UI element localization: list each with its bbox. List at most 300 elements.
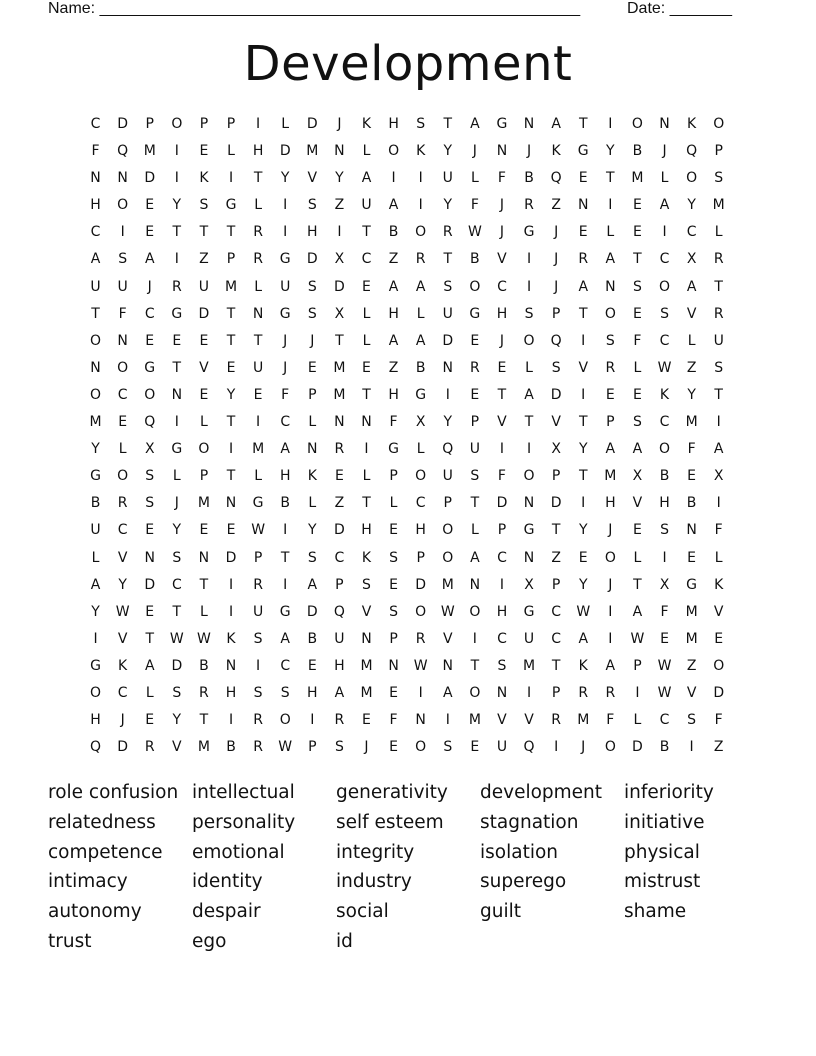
- grid-letter: B: [524, 170, 534, 187]
- grid-row: [82, 520, 742, 547]
- grid-letter: K: [361, 549, 372, 566]
- grid-letter: I: [716, 495, 721, 512]
- grid-letter: T: [714, 278, 723, 295]
- grid-letter: N: [252, 305, 264, 322]
- grid-letter: M: [631, 170, 644, 187]
- grid-letter: W: [440, 603, 455, 620]
- word-bank-item: physical: [624, 841, 700, 863]
- grid-letter: E: [578, 170, 588, 187]
- grid-letter: A: [578, 278, 589, 295]
- grid-letter: A: [388, 197, 399, 214]
- grid-letter: A: [551, 116, 561, 132]
- grid-letter: F: [470, 197, 479, 214]
- grid-letter: H: [307, 684, 318, 701]
- grid-letter: H: [90, 197, 101, 214]
- grid-letter: Y: [118, 576, 127, 593]
- grid-letter: D: [306, 116, 318, 132]
- grid-letter: I: [174, 414, 179, 431]
- grid-letter: J: [554, 278, 559, 295]
- grid-letter: B: [659, 739, 670, 756]
- grid-letter: N: [225, 657, 237, 674]
- grid-letter: W: [576, 603, 591, 620]
- grid-row: [82, 710, 742, 737]
- grid-letter: I: [310, 712, 315, 729]
- grid-letter: N: [388, 657, 399, 674]
- grid-letter: F: [687, 441, 696, 458]
- grid-letter: M: [333, 359, 346, 376]
- grid-letter: T: [172, 359, 182, 376]
- grid-letter: C: [117, 386, 128, 403]
- word-bank-item: integrity: [336, 841, 415, 863]
- grid-letter: N: [523, 495, 535, 512]
- grid-letter: S: [199, 197, 209, 214]
- grid-letter: T: [253, 332, 263, 349]
- grid-letter: G: [388, 441, 399, 458]
- grid-letter: L: [200, 414, 208, 431]
- grid-letter: I: [635, 684, 640, 701]
- grid-letter: K: [307, 468, 317, 485]
- grid-letter: Y: [91, 603, 100, 620]
- grid-letter: O: [442, 549, 454, 566]
- grid-letter: L: [416, 441, 425, 458]
- word-bank-item: industry: [336, 871, 412, 893]
- grid-letter: K: [687, 116, 697, 132]
- word-bank-item: autonomy: [48, 901, 142, 923]
- grid-letter: W: [278, 739, 293, 756]
- grid-letter: D: [171, 657, 183, 674]
- grid-letter: J: [499, 224, 505, 241]
- grid-letter: I: [283, 522, 288, 539]
- grid-letter: Z: [551, 197, 561, 214]
- grid-letter: V: [307, 170, 318, 187]
- grid-letter: N: [90, 170, 101, 187]
- grid-letter: S: [416, 116, 426, 132]
- grid-letter: L: [281, 116, 290, 132]
- grid-letter: M: [333, 386, 346, 403]
- grid-letter: W: [251, 522, 266, 539]
- grid-letter: Z: [334, 197, 345, 214]
- grid-letter: A: [578, 630, 589, 647]
- grid-letter: M: [523, 657, 536, 674]
- grid-letter: L: [362, 468, 371, 485]
- grid-letter: E: [470, 739, 480, 756]
- grid-letter: B: [280, 495, 290, 512]
- grid-letter: G: [523, 224, 535, 241]
- grid-letter: J: [499, 197, 505, 214]
- grid-letter: T: [226, 332, 236, 349]
- grid-letter: O: [469, 684, 481, 701]
- grid-letter: H: [605, 495, 616, 512]
- grid-letter: E: [362, 712, 371, 729]
- grid-letter: T: [199, 712, 209, 729]
- grid-letter: V: [578, 359, 589, 376]
- grid-letter: I: [608, 116, 613, 132]
- grid-letter: I: [499, 441, 505, 458]
- grid-letter: A: [470, 116, 480, 132]
- name-field-label: Name: ______________________________________________________: [48, 0, 581, 17]
- grid-letter: S: [551, 359, 561, 376]
- grid-letter: L: [308, 495, 317, 512]
- grid-letter: N: [605, 278, 616, 295]
- grid-letter: V: [117, 549, 128, 566]
- grid-letter: O: [90, 386, 102, 403]
- grid-letter: J: [337, 116, 342, 132]
- grid-letter: J: [526, 143, 532, 160]
- grid-letter: Q: [550, 170, 562, 187]
- grid-letter: S: [307, 197, 317, 214]
- grid-letter: G: [279, 305, 291, 322]
- grid-letter: J: [364, 739, 369, 756]
- grid-letter: Y: [91, 441, 100, 458]
- grid-letter: M: [224, 278, 238, 295]
- grid-letter: U: [198, 278, 210, 295]
- grid-letter: J: [608, 522, 613, 539]
- grid-letter: L: [118, 441, 127, 458]
- grid-letter: M: [143, 143, 156, 160]
- grid-letter: T: [362, 224, 371, 241]
- grid-letter: E: [632, 386, 642, 403]
- grid-letter: I: [283, 197, 288, 214]
- grid-letter: O: [659, 441, 671, 458]
- grid-letter: I: [581, 495, 586, 512]
- grid-letter: U: [117, 278, 128, 295]
- grid-letter: L: [525, 359, 533, 376]
- grid-letter: O: [523, 332, 535, 349]
- grid-letter: G: [523, 522, 535, 539]
- grid-letter: T: [226, 224, 236, 241]
- grid-letter: G: [686, 576, 698, 593]
- grid-letter: Z: [713, 739, 724, 756]
- grid-letter: N: [496, 143, 508, 160]
- grid-row: [82, 168, 742, 195]
- grid-letter: Q: [333, 603, 345, 620]
- grid-letter: T: [226, 305, 236, 322]
- grid-letter: O: [171, 116, 183, 132]
- grid-letter: Y: [687, 386, 696, 403]
- grid-row: [82, 466, 742, 493]
- grid-row: [82, 602, 742, 629]
- grid-letter: T: [362, 386, 371, 403]
- grid-letter: N: [334, 414, 345, 431]
- grid-letter: T: [578, 414, 588, 431]
- grid-letter: W: [467, 224, 482, 241]
- grid-letter: E: [389, 684, 398, 701]
- grid-letter: R: [605, 359, 616, 376]
- grid-letter: S: [334, 739, 344, 756]
- grid-letter: R: [713, 305, 724, 322]
- grid-letter: W: [657, 684, 672, 701]
- grid-letter: S: [497, 657, 507, 674]
- grid-letter: P: [470, 414, 480, 431]
- grid-letter: J: [283, 332, 288, 349]
- grid-letter: I: [445, 386, 450, 403]
- grid-letter: V: [361, 603, 372, 620]
- grid-letter: M: [577, 712, 590, 729]
- grid-letter: I: [174, 143, 179, 160]
- grid-letter: P: [199, 116, 209, 132]
- word-bank-item: generativity: [336, 782, 448, 803]
- grid-letter: O: [90, 332, 102, 349]
- word-bank-item: id: [336, 930, 353, 952]
- grid-letter: T: [470, 495, 480, 512]
- grid-letter: O: [659, 278, 671, 295]
- grid-letter: E: [145, 224, 155, 241]
- grid-letter: N: [686, 522, 697, 539]
- grid-letter: Y: [308, 522, 317, 539]
- grid-letter: L: [606, 224, 615, 241]
- grid-letter: I: [608, 197, 613, 214]
- grid-letter: E: [578, 224, 588, 241]
- grid-letter: E: [389, 522, 398, 539]
- grid-letter: G: [577, 143, 589, 160]
- grid-letter: N: [117, 170, 128, 187]
- grid-letter: E: [389, 739, 398, 756]
- grid-letter: E: [253, 386, 263, 403]
- word-bank-item: initiative: [624, 811, 705, 833]
- grid-letter: N: [144, 549, 155, 566]
- grid-letter: S: [362, 576, 371, 593]
- grid-letter: Z: [388, 251, 399, 268]
- grid-letter: E: [334, 468, 344, 485]
- grid-letter: L: [416, 305, 425, 322]
- grid-letter: I: [391, 170, 396, 187]
- grid-letter: A: [280, 630, 290, 647]
- grid-letter: F: [497, 170, 506, 187]
- grid-letter: A: [605, 441, 616, 458]
- grid-letter: Q: [90, 739, 102, 756]
- grid-letter: Y: [443, 414, 453, 431]
- grid-letter: I: [174, 170, 179, 187]
- grid-letter: A: [388, 332, 399, 349]
- grid-letter: I: [120, 224, 125, 241]
- grid-letter: N: [415, 712, 426, 729]
- grid-letter: I: [689, 739, 694, 756]
- grid-letter: Y: [172, 197, 182, 214]
- grid-letter: Y: [578, 441, 588, 458]
- grid-letter: K: [416, 143, 426, 160]
- grid-letter: B: [470, 251, 480, 268]
- grid-letter: O: [604, 549, 616, 566]
- grid-letter: A: [90, 251, 101, 268]
- grid-letter: D: [713, 684, 725, 701]
- grid-row: [82, 656, 742, 683]
- grid-letter: T: [335, 332, 344, 349]
- grid-letter: P: [606, 414, 615, 431]
- grid-letter: Q: [550, 332, 562, 349]
- grid-letter: V: [551, 414, 561, 431]
- grid-letter: R: [253, 576, 263, 593]
- grid-letter: V: [713, 603, 724, 620]
- grid-letter: H: [659, 495, 670, 512]
- grid-letter: U: [469, 441, 480, 458]
- grid-letter: C: [659, 712, 670, 729]
- grid-letter: C: [659, 251, 670, 268]
- grid-letter: A: [90, 576, 101, 593]
- grid-letter: E: [307, 359, 317, 376]
- grid-letter: K: [578, 657, 588, 674]
- word-bank-item: trust: [48, 930, 92, 952]
- grid-letter: T: [443, 116, 453, 132]
- grid-letter: R: [144, 739, 155, 756]
- grid-row: [82, 629, 742, 656]
- grid-letter: V: [686, 684, 697, 701]
- grid-letter: L: [254, 278, 263, 295]
- grid-letter: H: [90, 712, 101, 729]
- grid-letter: N: [523, 549, 535, 566]
- grid-row: [82, 195, 742, 222]
- grid-letter: D: [144, 576, 156, 593]
- grid-letter: E: [362, 278, 371, 295]
- grid-letter: E: [145, 197, 155, 214]
- grid-letter: L: [254, 468, 263, 485]
- grid-letter: Y: [226, 386, 236, 403]
- grid-letter: I: [256, 414, 261, 431]
- grid-letter: E: [172, 332, 182, 349]
- word-bank-item: emotional: [192, 841, 285, 863]
- grid-letter: S: [172, 549, 182, 566]
- grid-letter: I: [228, 603, 234, 620]
- grid-letter: P: [551, 684, 561, 701]
- grid-letter: O: [388, 143, 400, 160]
- grid-letter: L: [714, 549, 723, 566]
- grid-letter: P: [199, 468, 209, 485]
- grid-letter: U: [334, 630, 345, 647]
- grid-letter: Y: [335, 170, 344, 187]
- grid-letter: U: [496, 739, 508, 756]
- grid-letter: S: [524, 305, 534, 322]
- word-bank-item: mistrust: [624, 871, 701, 893]
- grid-letter: L: [200, 603, 208, 620]
- grid-letter: S: [307, 278, 317, 295]
- grid-letter: O: [686, 170, 698, 187]
- grid-letter: E: [226, 522, 236, 539]
- grid-letter: F: [91, 143, 100, 160]
- grid-letter: U: [252, 359, 264, 376]
- grid-letter: O: [90, 684, 102, 701]
- grid-letter: T: [551, 657, 561, 674]
- grid-letter: E: [470, 386, 480, 403]
- grid-letter: U: [442, 305, 453, 322]
- grid-letter: X: [334, 251, 345, 268]
- grid-letter: E: [199, 143, 209, 160]
- grid-letter: D: [225, 549, 237, 566]
- grid-letter: M: [197, 739, 210, 756]
- word-bank-item: competence: [48, 841, 163, 863]
- grid-letter: B: [686, 495, 697, 512]
- grid-letter: A: [686, 278, 697, 295]
- grid-letter: X: [415, 414, 426, 431]
- grid-letter: F: [281, 386, 290, 403]
- grid-letter: J: [608, 576, 613, 593]
- grid-letter: O: [631, 116, 643, 132]
- grid-letter: V: [497, 251, 507, 268]
- grid-letter: E: [714, 630, 724, 647]
- grid-letter: A: [632, 603, 643, 620]
- grid-letter: L: [470, 170, 479, 187]
- grid-letter: F: [633, 332, 642, 349]
- grid-letter: H: [307, 224, 318, 241]
- grid-letter: N: [523, 116, 535, 132]
- grid-letter: M: [360, 657, 373, 674]
- grid-letter: C: [334, 549, 345, 566]
- grid-letter: P: [253, 549, 263, 566]
- grid-letter: R: [253, 251, 263, 268]
- grid-letter: T: [470, 657, 480, 674]
- grid-letter: I: [472, 630, 477, 647]
- grid-letter: J: [120, 712, 125, 729]
- grid-letter: R: [578, 684, 589, 701]
- grid-letter: V: [497, 712, 507, 729]
- grid-letter: G: [523, 603, 535, 620]
- grid-letter: T: [280, 549, 290, 566]
- grid-letter: K: [361, 116, 372, 132]
- grid-letter: I: [662, 224, 667, 241]
- grid-letter: C: [144, 305, 155, 322]
- grid-letter: R: [117, 495, 128, 512]
- grid-letter: S: [307, 305, 317, 322]
- grid-letter: I: [418, 197, 423, 214]
- word-bank-item: shame: [624, 901, 687, 923]
- grid-letter: D: [550, 386, 562, 403]
- grid-letter: S: [389, 549, 399, 566]
- grid-letter: H: [496, 305, 508, 322]
- grid-letter: Y: [687, 197, 696, 214]
- grid-letter: K: [659, 386, 670, 403]
- grid-row: [82, 439, 742, 466]
- grid-letter: L: [389, 495, 398, 512]
- grid-letter: E: [362, 359, 371, 376]
- grid-letter: D: [279, 143, 291, 160]
- letter-grid: [82, 114, 742, 764]
- grid-letter: S: [172, 684, 182, 701]
- grid-row: [82, 575, 742, 602]
- grid-letter: T: [226, 414, 236, 431]
- grid-letter: U: [90, 522, 101, 539]
- grid-letter: P: [335, 576, 344, 593]
- grid-letter: I: [526, 441, 532, 458]
- grid-letter: Q: [523, 739, 535, 756]
- grid-letter: P: [416, 549, 425, 566]
- grid-letter: A: [632, 441, 643, 458]
- grid-row: [82, 493, 742, 520]
- grid-letter: W: [115, 603, 130, 620]
- grid-letter: A: [524, 386, 534, 403]
- grid-letter: I: [554, 739, 559, 756]
- grid-letter: E: [660, 630, 669, 647]
- grid-letter: E: [199, 332, 209, 349]
- grid-letter: X: [686, 251, 697, 268]
- grid-letter: J: [554, 224, 559, 241]
- grid-letter: E: [497, 359, 507, 376]
- grid-letter: N: [225, 495, 237, 512]
- grid-letter: Y: [172, 522, 182, 539]
- grid-letter: O: [523, 468, 535, 485]
- grid-letter: L: [362, 332, 371, 349]
- grid-letter: J: [174, 495, 179, 512]
- grid-letter: X: [632, 468, 643, 485]
- grid-letter: W: [657, 657, 672, 674]
- grid-letter: D: [632, 739, 643, 756]
- grid-letter: M: [360, 684, 373, 701]
- grid-letter: V: [199, 359, 209, 376]
- grid-letter: G: [171, 305, 183, 322]
- grid-letter: P: [443, 495, 452, 512]
- grid-letter: U: [90, 278, 101, 295]
- grid-letter: Z: [551, 549, 561, 566]
- grid-letter: W: [657, 359, 672, 376]
- grid-letter: K: [199, 170, 209, 187]
- grid-letter: M: [712, 197, 725, 214]
